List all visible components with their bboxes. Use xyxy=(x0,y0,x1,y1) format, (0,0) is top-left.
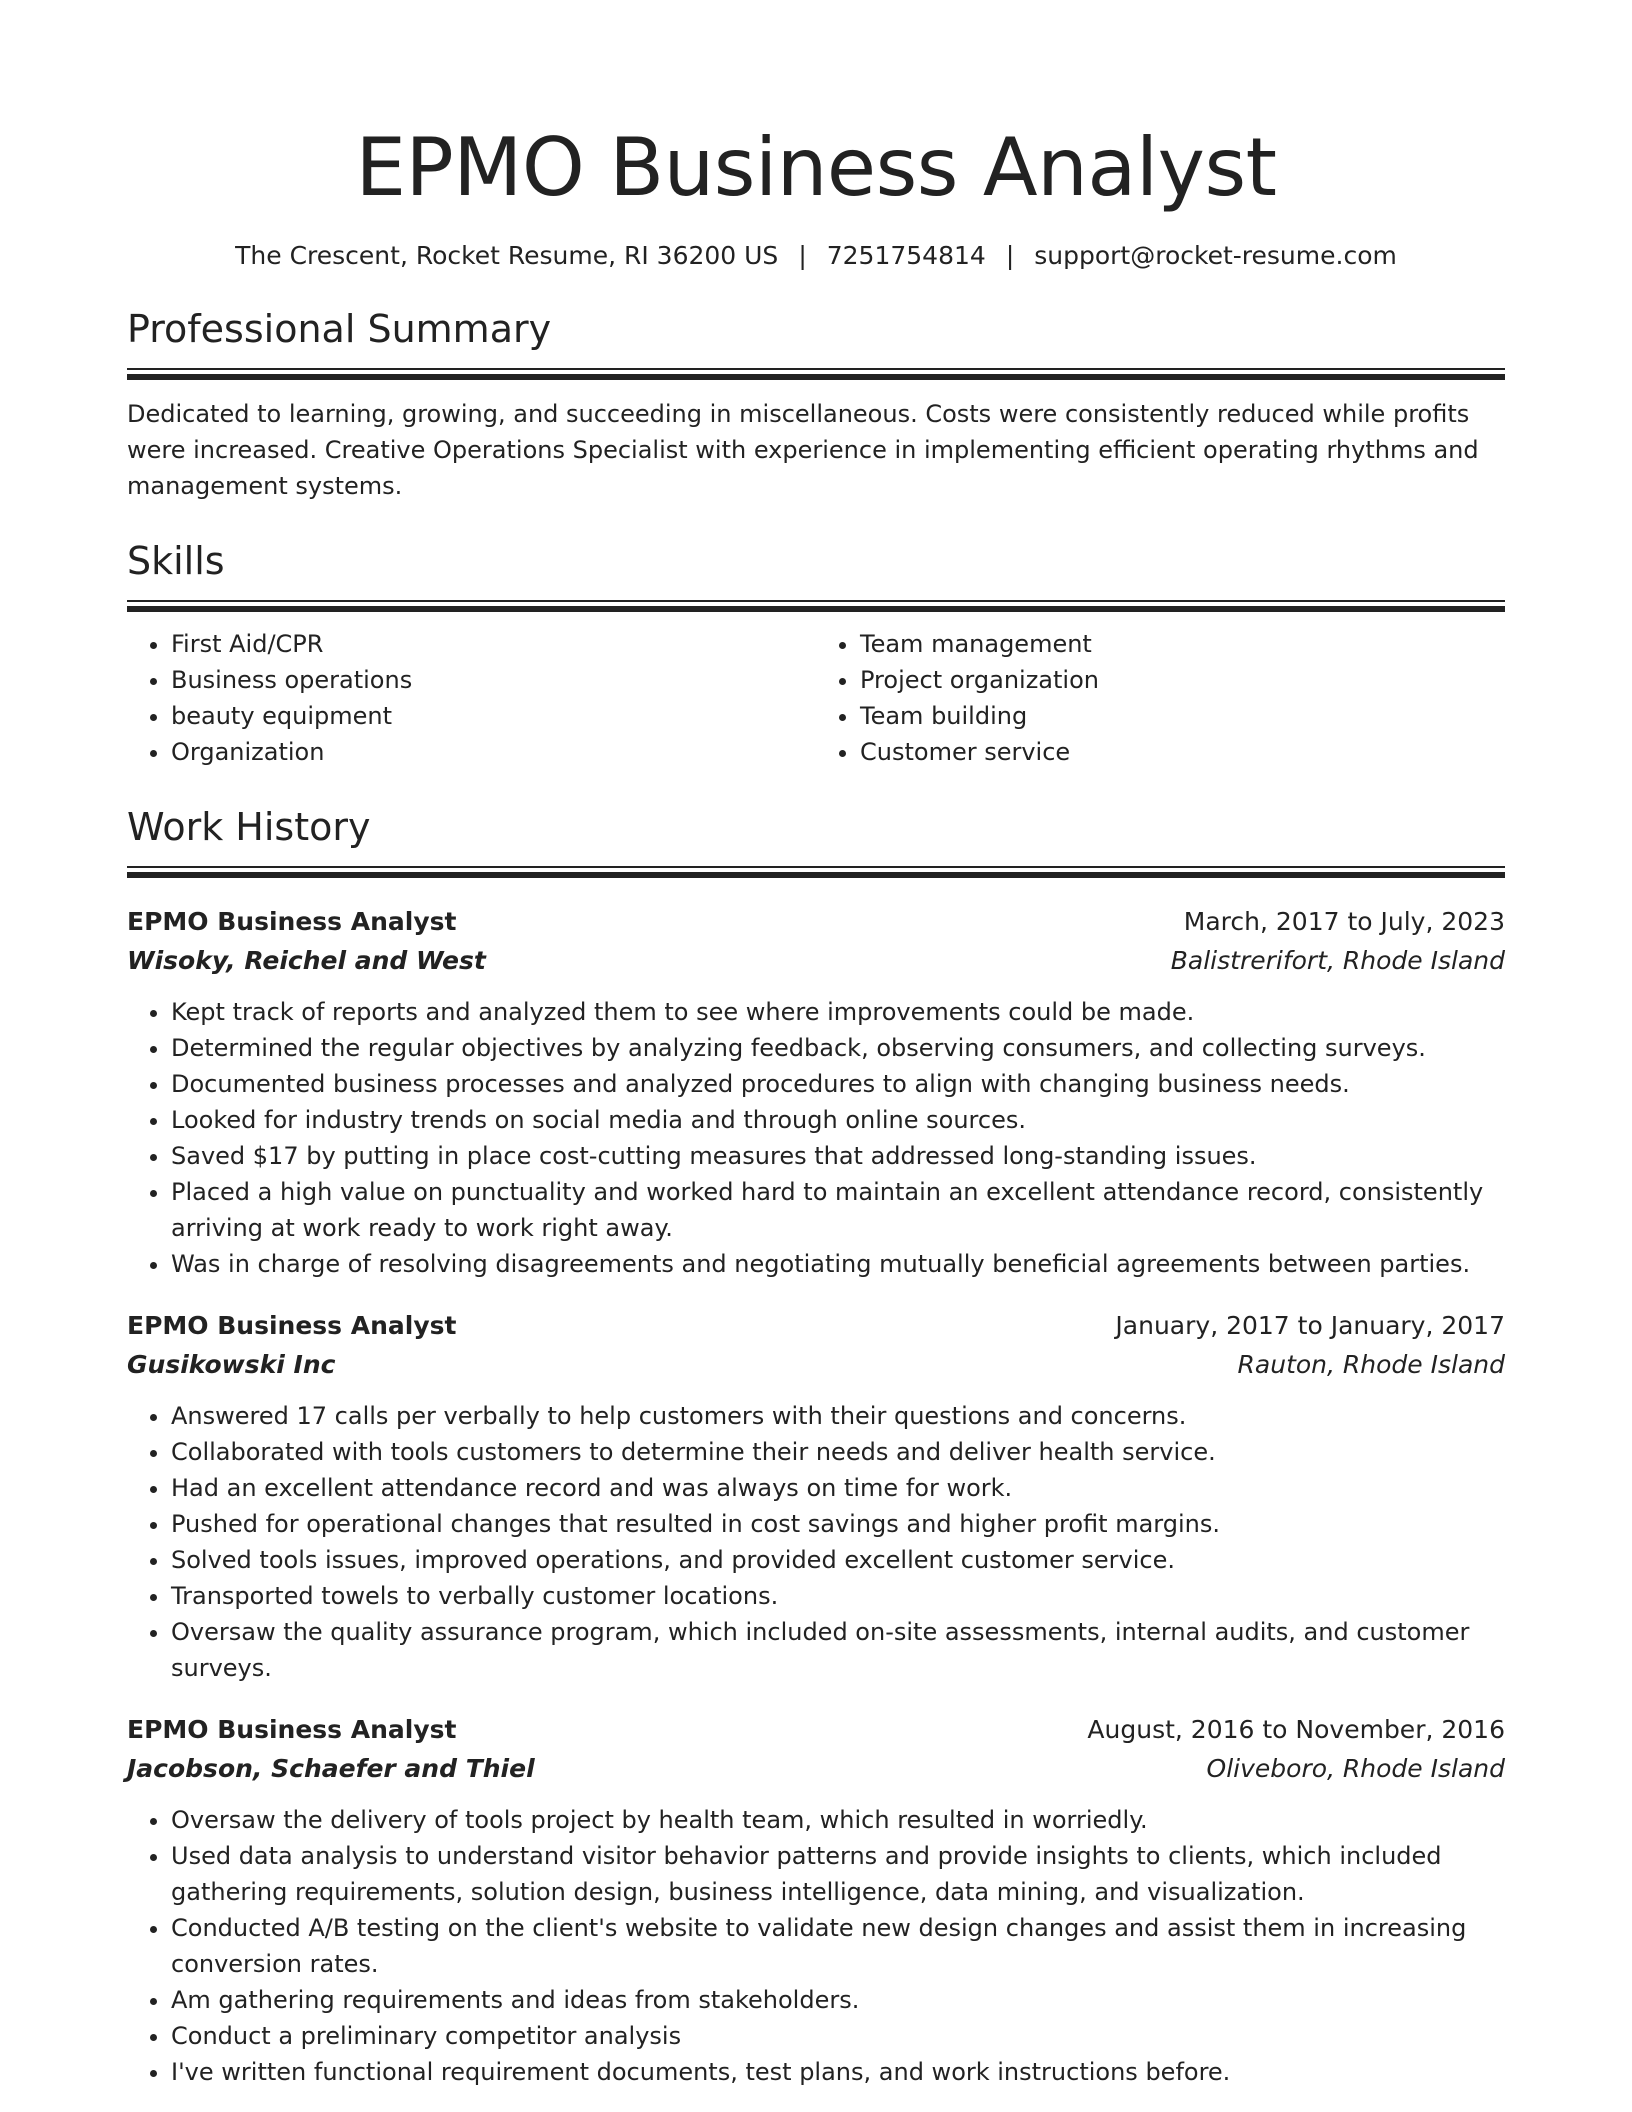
job-duty: • Collaborated with tools customers to determine their needs and deliver health service. xyxy=(171,1434,1505,1470)
resume-name: EPMO Business Analyst xyxy=(355,121,1277,214)
skill-item: • Business operations xyxy=(171,662,816,698)
section-divider xyxy=(127,368,1505,380)
contact-separator: | xyxy=(1005,241,1015,270)
work-history-title: Work History xyxy=(127,805,371,849)
summary-section xyxy=(127,306,1505,504)
skill-item: • Customer service xyxy=(860,734,1505,770)
skill-item: • Project organization xyxy=(860,662,1505,698)
job-duty: • Oversaw the delivery of tools project by health team, which resulted in worriedly. xyxy=(171,1802,1505,1838)
job-dates: March, 2017 to July, 2023 xyxy=(1183,907,1505,936)
section-divider xyxy=(127,866,1505,878)
job-company: Jacobson, Schaefer and Thiel xyxy=(127,1754,535,1783)
job-duty: • I've written functional requirement documents, test plans, and work instructions before. xyxy=(171,2054,1505,2090)
contact-separator: | xyxy=(798,241,807,270)
job-duty: • Pushed for operational changes that resulted in cost savings and higher profit margins. xyxy=(171,1506,1505,1542)
skills-section xyxy=(127,538,1505,770)
contact-address: The Crescent, Rocket Resume, RI 36200 US xyxy=(235,241,779,270)
summary-text: Dedicated to learning, growing, and succeeding in miscellaneous. Costs were consistently reduced while profits were increased. Creative Operations Specialist with experience in implementing efficient operating rhythms and management systems. xyxy=(127,400,1479,500)
skill-item: • Organization xyxy=(171,734,816,770)
job-duty: • Saved $17 by putting in place cost-cutting measures that addressed long-standing issues. xyxy=(171,1138,1505,1174)
job-duty: • Used data analysis to understand visitor behavior patterns and provide insights to clients, which included gathering requirements, solution design, business intelligence, data mining, and visualization. xyxy=(171,1838,1505,1910)
summary-title: Professional Summary xyxy=(127,307,552,351)
job-duties-list xyxy=(127,994,1505,1282)
job-duty: • Conducted A/B testing on the client's website to validate new design changes and assist them in increasing conversion rates. xyxy=(171,1910,1505,1982)
contact-email: support@rocket-resume.com xyxy=(1034,241,1397,270)
job-entry xyxy=(127,1710,1505,2090)
skills-columns xyxy=(127,626,1505,770)
skill-item: • beauty equipment xyxy=(171,698,816,734)
skills-title: Skills xyxy=(127,539,225,583)
job-duties-list xyxy=(127,1398,1505,1686)
job-duty: • Looked for industry trends on social media and through online sources. xyxy=(171,1102,1505,1138)
job-duty: • Answered 17 calls per verbally to help customers with their questions and concerns. xyxy=(171,1398,1505,1434)
job-title: EPMO Business Analyst xyxy=(127,1715,457,1744)
job-company: Wisoky, Reichel and West xyxy=(127,946,486,975)
work-history-section xyxy=(127,804,1505,2090)
job-duty: • Transported towels to verbally customer locations. xyxy=(171,1578,1505,1614)
job-duty: • Placed a high value on punctuality and worked hard to maintain an excellent attendance record, consistently arriving at work ready to work right away. xyxy=(171,1174,1505,1246)
contact-line xyxy=(127,240,1505,272)
job-duty: • Oversaw the quality assurance program, which included on-site assessments, internal audits, and customer surveys. xyxy=(171,1614,1505,1686)
job-duty: • Kept track of reports and analyzed them to see where improvements could be made. xyxy=(171,994,1505,1030)
skill-item: • Team building xyxy=(860,698,1505,734)
job-dates: January, 2017 to January, 2017 xyxy=(1115,1311,1505,1340)
job-title: EPMO Business Analyst xyxy=(127,907,457,936)
job-company: Gusikowski Inc xyxy=(127,1350,336,1379)
job-duty: • Had an excellent attendance record and was always on time for work. xyxy=(171,1470,1505,1506)
job-dates: August, 2016 to November, 2016 xyxy=(1087,1715,1505,1744)
job-duty: • Documented business processes and analyzed procedures to align with changing business needs. xyxy=(171,1066,1505,1102)
job-location: Oliveboro, Rhode Island xyxy=(1206,1754,1505,1783)
job-duty: • Was in charge of resolving disagreements and negotiating mutually beneficial agreements between parties. xyxy=(171,1246,1505,1282)
job-entry xyxy=(127,902,1505,1282)
job-title: EPMO Business Analyst xyxy=(127,1311,457,1340)
job-duty: • Determined the regular objectives by analyzing feedback, observing consumers, and collecting surveys. xyxy=(171,1030,1505,1066)
job-location: Balistrerifort, Rhode Island xyxy=(1170,946,1505,975)
job-duty: • Conduct a preliminary competitor analysis xyxy=(171,2018,1505,2054)
skill-item: • First Aid/CPR xyxy=(171,626,816,662)
job-entry xyxy=(127,1306,1505,1686)
skills-list-right xyxy=(816,626,1505,770)
skill-item: • Team management xyxy=(860,626,1505,662)
job-location: Rauton, Rhode Island xyxy=(1237,1350,1505,1379)
skills-list-left xyxy=(127,626,816,770)
job-duty: • Am gathering requirements and ideas from stakeholders. xyxy=(171,1982,1505,2018)
job-duties-list xyxy=(127,1802,1505,2090)
section-divider xyxy=(127,600,1505,612)
job-duty: • Solved tools issues, improved operations, and provided excellent customer service. xyxy=(171,1542,1505,1578)
contact-phone: 7251754814 xyxy=(826,241,986,270)
